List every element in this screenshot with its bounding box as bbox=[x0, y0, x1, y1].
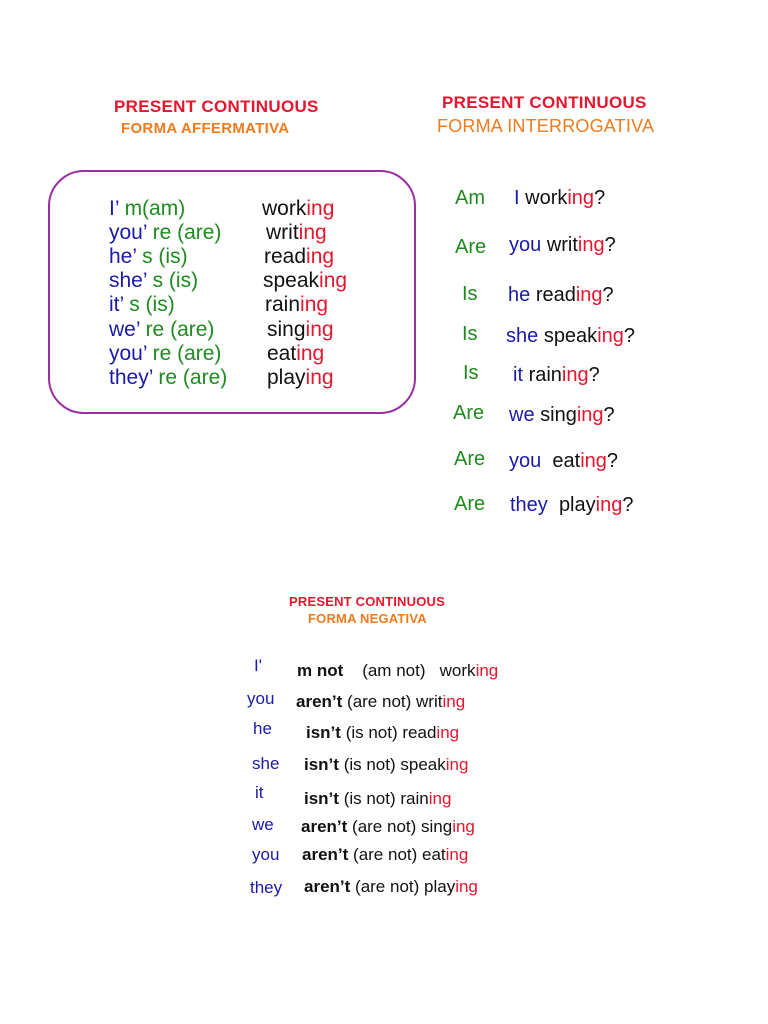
int-aux: Are bbox=[454, 448, 486, 470]
neg-subject: we bbox=[252, 815, 274, 834]
aff-ing-suffix: ing bbox=[305, 366, 334, 389]
aff-row-7-verb bbox=[267, 366, 334, 390]
aff-ing-suffix: ing bbox=[300, 293, 329, 316]
aff-contraction: re (are) bbox=[146, 342, 222, 365]
aff-ing-suffix: ing bbox=[298, 221, 327, 244]
int-question-mark: ? bbox=[622, 494, 634, 516]
int-aux: Are bbox=[455, 236, 487, 258]
aff-row-3-verb bbox=[263, 269, 347, 293]
int-question-mark: ? bbox=[588, 364, 600, 386]
neg-row-3-sentence bbox=[304, 755, 468, 775]
int-aux: Are bbox=[453, 402, 485, 424]
neg-ing-suffix: ing bbox=[455, 877, 478, 896]
int-subject: they bbox=[510, 494, 548, 516]
neg-row-6-sentence bbox=[302, 845, 468, 865]
negativa-title: PRESENT CONTINUOUS bbox=[289, 594, 446, 609]
neg-subject: I' bbox=[254, 656, 262, 675]
aff-row-4-left bbox=[109, 293, 175, 317]
aff-row-5-left bbox=[109, 318, 214, 342]
aff-contraction: s (is) bbox=[136, 245, 188, 268]
aff-row-1-verb bbox=[266, 221, 327, 245]
neg-row-1-sentence bbox=[296, 692, 465, 712]
int-question-mark: ? bbox=[603, 404, 615, 426]
neg-subject: you bbox=[252, 845, 280, 864]
int-row-3-question bbox=[506, 325, 635, 348]
aff-contraction: re (are) bbox=[152, 366, 228, 389]
neg-subject: you bbox=[247, 689, 275, 708]
neg-ing-suffix: ing bbox=[428, 789, 452, 808]
affermativa-subtitle: FORMA AFFERMATIVA bbox=[121, 120, 290, 137]
int-aux: Is bbox=[462, 323, 478, 345]
int-verb-stem: eat bbox=[552, 450, 581, 472]
neg-contraction: aren’t bbox=[296, 692, 343, 711]
affermativa-box bbox=[48, 170, 416, 414]
neg-contraction: isn’t bbox=[304, 789, 339, 808]
aff-row-7-left bbox=[109, 366, 227, 390]
int-ing-suffix: ing bbox=[575, 284, 603, 306]
int-verb-stem: play bbox=[558, 494, 596, 516]
aff-row-0-verb bbox=[262, 197, 334, 221]
affermativa-title: PRESENT CONTINUOUS bbox=[114, 97, 319, 116]
neg-verb-stem: sing bbox=[421, 817, 453, 836]
aff-verb-stem: speak bbox=[263, 269, 320, 292]
neg-full-form: (is not) bbox=[345, 723, 398, 742]
int-question-mark: ? bbox=[606, 450, 619, 472]
neg-full-form: (are not) bbox=[347, 692, 412, 711]
neg-verb-stem: eat bbox=[422, 845, 446, 864]
aff-row-1-left bbox=[109, 221, 221, 245]
aff-row-2-left bbox=[109, 245, 188, 269]
int-verb-stem: read bbox=[535, 284, 576, 306]
int-subject: I bbox=[514, 187, 520, 209]
neg-verb-stem: writ bbox=[416, 692, 443, 711]
aff-contraction: m(am) bbox=[118, 197, 186, 220]
aff-verb-stem: writ bbox=[266, 221, 299, 244]
neg-ing-suffix: ing bbox=[452, 817, 475, 836]
neg-ing-suffix: ing bbox=[445, 845, 469, 864]
neg-subject: they bbox=[250, 878, 283, 897]
aff-subject: you’ bbox=[109, 221, 147, 244]
aff-row-5-verb bbox=[267, 318, 334, 342]
neg-subject: she bbox=[252, 754, 280, 773]
int-verb-stem: writ bbox=[546, 234, 578, 256]
int-verb-stem: sing bbox=[540, 404, 577, 426]
neg-full-form: (are not) bbox=[355, 877, 420, 896]
int-subject: we bbox=[509, 404, 535, 426]
neg-ing-suffix: ing bbox=[436, 723, 460, 742]
int-subject: you bbox=[509, 450, 542, 472]
neg-row-7-sentence bbox=[304, 877, 478, 897]
aff-subject: she’ bbox=[109, 269, 147, 292]
int-ing-suffix: ing bbox=[580, 450, 607, 472]
int-ing-suffix: ing bbox=[561, 364, 589, 386]
neg-full-form: (is not) bbox=[343, 789, 396, 808]
aff-verb-stem: eat bbox=[267, 342, 297, 365]
aff-ing-suffix: ing bbox=[319, 269, 348, 292]
aff-contraction: s (is) bbox=[146, 269, 199, 292]
aff-ing-suffix: ing bbox=[306, 245, 335, 268]
aff-ing-suffix: ing bbox=[306, 197, 335, 220]
aff-contraction: re (are) bbox=[146, 221, 222, 244]
int-aux: Am bbox=[455, 187, 485, 209]
int-row-2-question bbox=[508, 284, 614, 307]
neg-ing-suffix: ing bbox=[475, 661, 499, 680]
neg-contraction: aren’t bbox=[301, 817, 348, 836]
aff-row-4-verb bbox=[265, 293, 328, 317]
aff-subject: it’ bbox=[109, 293, 124, 316]
aff-ing-suffix: ing bbox=[296, 342, 325, 365]
int-question-mark: ? bbox=[604, 234, 616, 256]
interrogativa-subtitle: FORMA INTERROGATIVA bbox=[437, 116, 655, 136]
neg-verb-stem: work bbox=[439, 661, 476, 680]
aff-verb-stem: sing bbox=[267, 318, 306, 341]
neg-row-4-sentence bbox=[304, 789, 451, 809]
int-subject: he bbox=[508, 284, 531, 306]
neg-row-5-sentence bbox=[301, 817, 475, 837]
int-ing-suffix: ing bbox=[577, 234, 605, 256]
aff-row-0-left bbox=[109, 197, 185, 221]
negativa-subtitle: FORMA NEGATIVA bbox=[308, 611, 427, 626]
int-aux: Is bbox=[462, 283, 478, 305]
neg-subject: he bbox=[253, 719, 272, 738]
interrogativa-title: PRESENT CONTINUOUS bbox=[442, 93, 647, 112]
neg-row-0-sentence bbox=[297, 661, 498, 681]
aff-verb-stem: work bbox=[262, 197, 307, 220]
int-row-4-question bbox=[513, 364, 600, 387]
int-aux: Is bbox=[463, 362, 479, 384]
int-row-0-question bbox=[514, 187, 605, 210]
aff-verb-stem: rain bbox=[265, 293, 301, 316]
neg-row-2-sentence bbox=[306, 723, 459, 743]
aff-verb-stem: play bbox=[267, 366, 306, 389]
neg-verb-stem: speak bbox=[400, 755, 446, 774]
aff-row-6-left bbox=[109, 342, 221, 366]
aff-row-3-left bbox=[109, 269, 198, 293]
aff-contraction: re (are) bbox=[139, 318, 215, 341]
int-row-6-question bbox=[509, 450, 618, 473]
int-question-mark: ? bbox=[602, 284, 614, 306]
neg-contraction: isn’t bbox=[304, 755, 339, 774]
int-verb-stem: work bbox=[525, 187, 568, 209]
int-ing-suffix: ing bbox=[567, 187, 595, 209]
neg-verb-stem: rain bbox=[400, 789, 429, 808]
neg-full-form: (are not) bbox=[353, 845, 418, 864]
aff-subject: we’ bbox=[109, 318, 140, 341]
aff-subject: he’ bbox=[109, 245, 137, 268]
int-aux: Are bbox=[454, 493, 486, 515]
int-ing-suffix: ing bbox=[597, 325, 624, 347]
aff-ing-suffix: ing bbox=[305, 318, 334, 341]
int-row-7-question bbox=[510, 494, 633, 517]
int-row-5-question bbox=[509, 404, 615, 427]
aff-subject: you’ bbox=[109, 342, 147, 365]
neg-contraction: m not bbox=[297, 661, 344, 680]
int-subject: she bbox=[506, 325, 539, 347]
neg-contraction: aren’t bbox=[304, 877, 351, 896]
neg-contraction: isn’t bbox=[306, 723, 341, 742]
aff-subject: I’ bbox=[109, 197, 119, 220]
aff-contraction: s (is) bbox=[123, 293, 175, 316]
neg-verb-stem: read bbox=[402, 723, 437, 742]
neg-verb-stem: play bbox=[424, 877, 456, 896]
aff-row-6-verb bbox=[267, 342, 324, 366]
int-verb-stem: speak bbox=[543, 325, 598, 347]
neg-full-form: (are not) bbox=[352, 817, 417, 836]
neg-subject: it bbox=[255, 783, 264, 802]
neg-full-form: (is not) bbox=[343, 755, 396, 774]
int-ing-suffix: ing bbox=[595, 494, 623, 516]
neg-contraction: aren’t bbox=[302, 845, 349, 864]
aff-verb-stem: read bbox=[264, 245, 307, 268]
int-verb-stem: rain bbox=[528, 364, 562, 386]
neg-ing-suffix: ing bbox=[445, 755, 469, 774]
int-subject: it bbox=[513, 364, 523, 386]
neg-full-form: (am not) bbox=[362, 661, 426, 680]
neg-ing-suffix: ing bbox=[442, 692, 466, 711]
aff-row-2-verb bbox=[264, 245, 334, 269]
int-question-mark: ? bbox=[623, 325, 636, 347]
int-subject: you bbox=[509, 234, 542, 256]
int-question-mark: ? bbox=[594, 187, 606, 209]
int-ing-suffix: ing bbox=[576, 404, 604, 426]
aff-subject: they’ bbox=[109, 366, 153, 389]
int-row-1-question bbox=[509, 234, 616, 257]
